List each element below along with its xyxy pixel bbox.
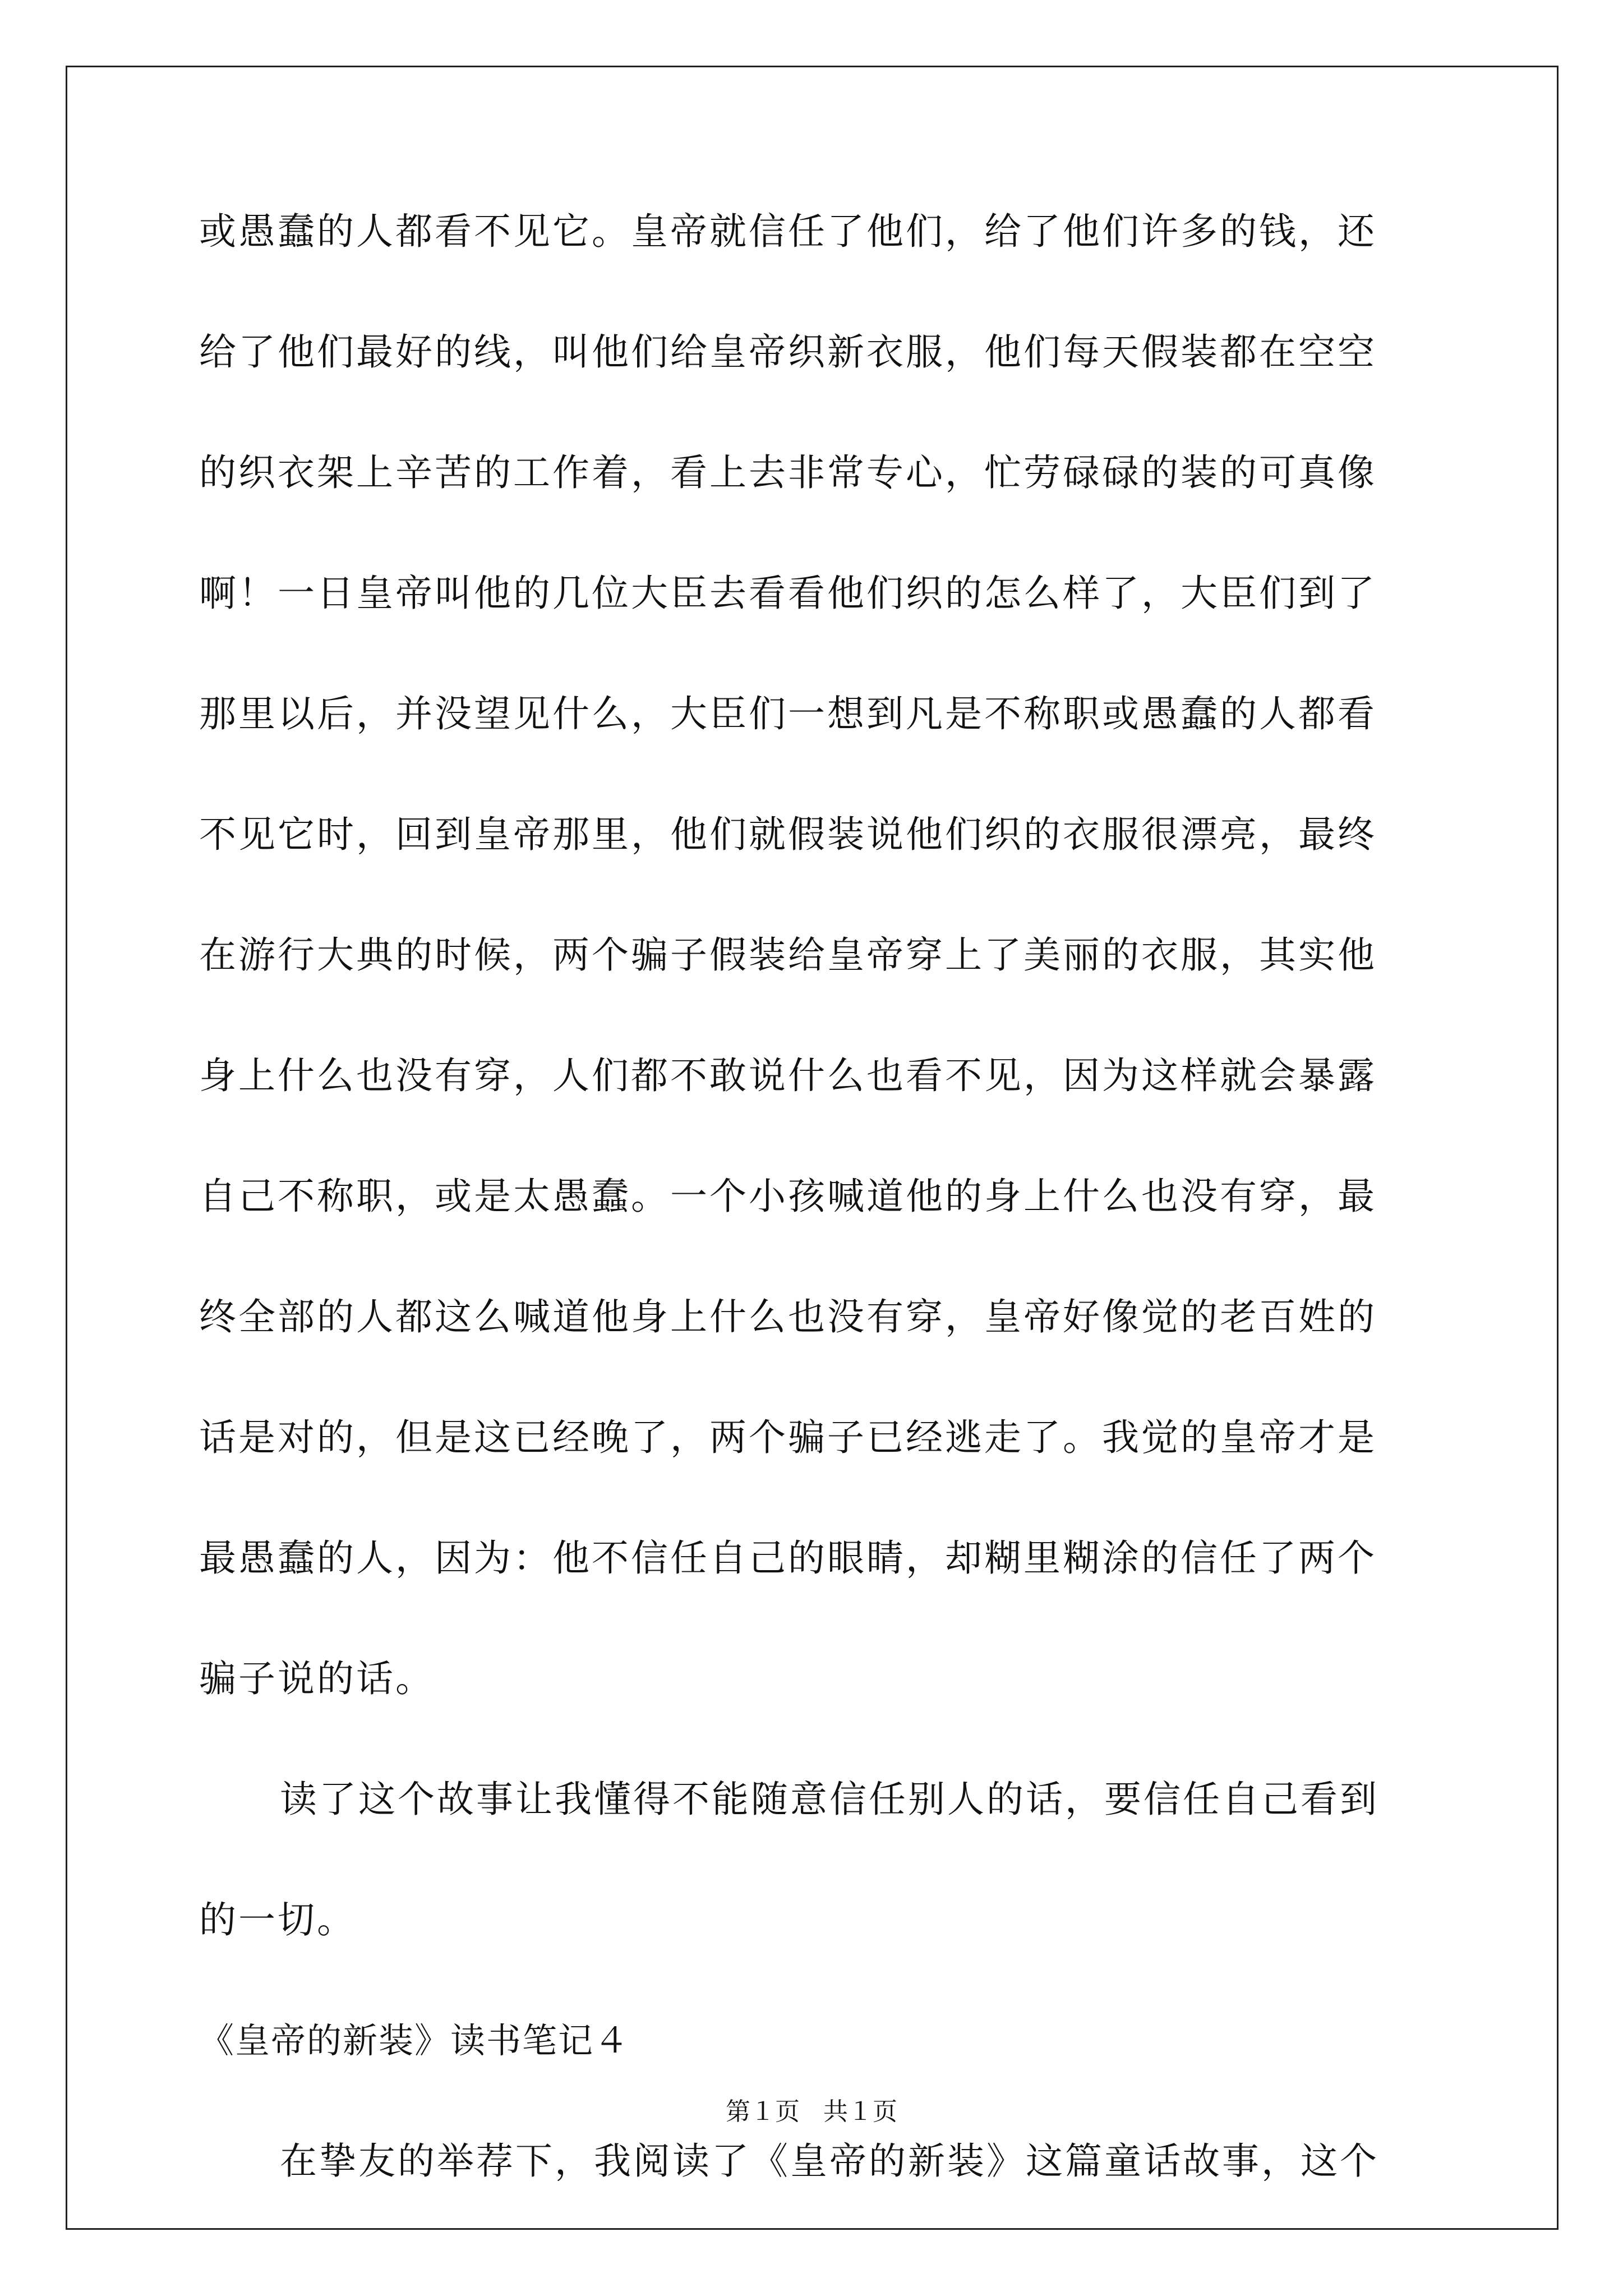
paragraph-line: 读了这个故事让我懂得不能随意信任别人的话，要信任自己看到 xyxy=(280,1778,1379,1821)
paragraph-line: 话是对的，但是这已经晚了，两个骗子已经逃走了。我觉的皇帝才是 xyxy=(199,1416,1377,1459)
paragraph-line: 最愚蠢的人，因为：他不信任自己的眼睛，却糊里糊涂的信任了两个 xyxy=(199,1536,1377,1580)
paragraph-line: 不见它时，回到皇帝那里，他们就假装说他们织的衣服很漂亮，最终 xyxy=(199,813,1377,856)
paragraph-line: 身上什么也没有穿，人们都不敢说什么也看不见，因为这样就会暴露 xyxy=(199,1054,1377,1097)
paragraph-line: 啊！一日皇帝叫他的几位大臣去看看他们织的怎么样了，大臣们到了 xyxy=(199,572,1377,615)
page-number: 第１页 xyxy=(726,2097,800,2126)
paragraph-line: 或愚蠢的人都看不见它。皇帝就信任了他们，给了他们许多的钱，还 xyxy=(199,210,1377,253)
paragraph-line: 给了他们最好的线，叫他们给皇帝织新衣服，他们每天假装都在空空 xyxy=(199,330,1377,374)
page-total: 共１页 xyxy=(823,2097,897,2126)
section-heading: 《皇帝的新装》读书笔记４ xyxy=(199,2020,630,2061)
paragraph-line: 在挚友的举荐下，我阅读了《皇帝的新装》这篇童话故事，这个 xyxy=(280,2139,1379,2183)
page-footer xyxy=(0,2098,1623,2126)
document-body xyxy=(199,210,1433,2263)
paragraph-line: 骗子说的话。 xyxy=(199,1657,435,1700)
paragraph-line: 那里以后，并没望见什么，大臣们一想到凡是不称职或愚蠢的人都看 xyxy=(199,692,1377,735)
paragraph-line: 在游行大典的时候，两个骗子假装给皇帝穿上了美丽的衣服，其实他 xyxy=(199,933,1377,977)
paragraph-line: 终全部的人都这么喊道他身上什么也没有穿，皇帝好像觉的老百姓的 xyxy=(199,1295,1377,1338)
paragraph-line: 的一切。 xyxy=(199,1898,356,1941)
paragraph-line: 自己不称职，或是太愚蠢。一个小孩喊道他的身上什么也没有穿，最 xyxy=(199,1175,1377,1218)
paragraph-line: 的织衣架上辛苦的工作着，看上去非常专心，忙劳碌碌的装的可真像 xyxy=(199,451,1377,494)
